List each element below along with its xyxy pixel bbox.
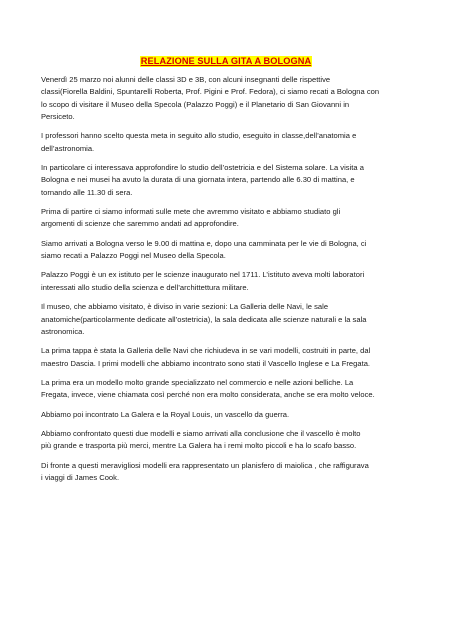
paragraph-galera: Abbiamo poi incontrato La Galera e la Royal Louis, un vascello da guerra. [41,409,290,419]
document-body [41,74,413,491]
document-title: RELAZIONE SULLA GITA A BOLOGNA [140,56,312,66]
paragraph-motivation: I professori hanno scelto questa meta in seguito allo studio, eseguito in classe,dell’anatomia e dell’astronomia. [41,131,357,153]
title-container [0,51,452,69]
paragraph-galleria-navi: La prima tappa è stata la Galleria delle Navi che richiudeva in se vari modelli, costruiti in parte, dal maestro Dascia. I primi modelli che abbiamo incontrato sono stati il Vascello Inglese e La Fregata. [41,346,371,368]
paragraph-planisfero: Di fronte a questi meravigliosi modelli era rappresentato un planisfero di maiolica , che raffigurava i viaggi di James Cook. [41,460,369,482]
paragraph-museum-sections: Il museo, che abbiamo visitato, è diviso in varie sezioni: La Galleria delle Navi, le sale anatomiche(particolarmente dedicate all’ostetricia), la sala dedicata alle scienze naturali e la sala astronomica. [41,302,367,336]
paragraph-arrival: Siamo arrivati a Bologna verso le 9.00 di mattina e, dopo una camminata per le vie di Bologna, ci siamo recati a Palazzo Poggi nel Museo della Specola. [41,238,367,261]
paragraph-intro: Venerdì 25 marzo noi alunni delle classi 3D e 3B, con alcuni insegnanti delle rispettive classi(Fiorella Baldini, Spuntarelli Roberta, Prof. Pigini e Prof. Fedora), ci siamo recati a Bologna con lo scopo di visitare il Museo della Specola (Palazzo Poggi) e il Planetario di San Giovanni in Persiceto. [41,75,380,122]
paragraph-palazzo-poggi: Palazzo Poggi è un ex istituto per le scienze inaugurato nel 1711. L’istituto aveva molti laboratori interessati allo studio della scienza e dell’archittettura militare. [41,270,365,292]
paragraph-comparison: Abbiamo confrontato questi due modelli e siamo arrivati alla conclusione che il vascello è molto più grande e trasporta più merci, mentre La Galera ha i remi molto piccoli e ha lo scafo basso. [41,428,361,451]
paragraph-preparation: Prima di partire ci siamo informati sulle mete che avremmo visitato e abbiamo studiato gli argomenti di scienze che saremmo andati ad approfondire. [41,207,341,229]
paragraph-focus-duration: In particolare ci interessava approfondire lo studio dell’ostetricia e del Sistema solare. La visita a Bologna e nei musei ha avuto la durata di una giornata intera, partendo alle 6.30 di mattina, e tornando alle 11.30 di sera. [41,163,364,197]
paragraph-fregata: La prima era un modello molto grande specializzato nel commercio e nelle azioni belliche. La Fregata, invece, viene chiamata così perché non era molto considerata, anche se era molto veloce. [41,377,375,400]
